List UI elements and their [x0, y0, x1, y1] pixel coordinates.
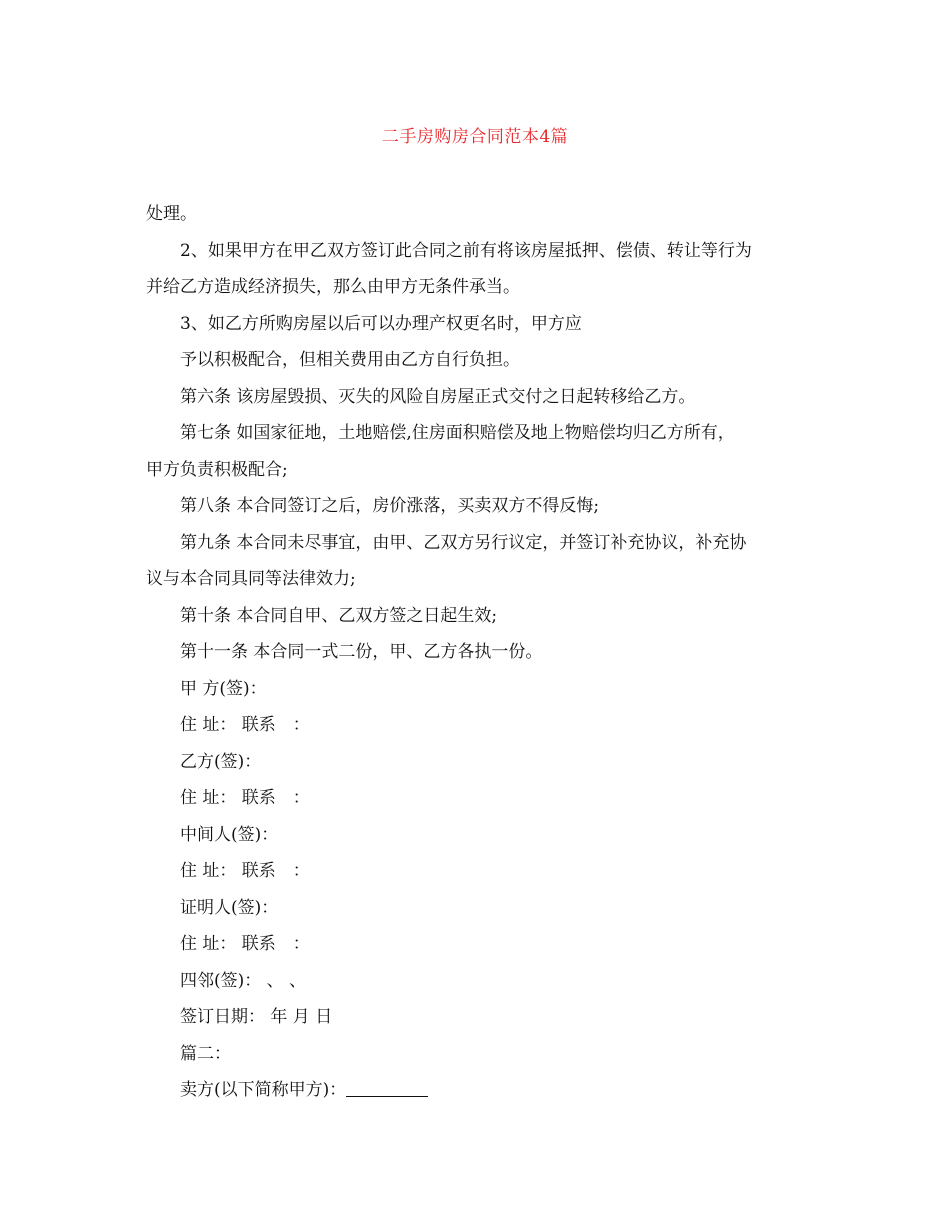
paragraph: 第七条 如国家征地，土地赔偿,住房面积赔偿及地上物赔偿均归乙方所有， — [180, 423, 735, 443]
signature-neighbors: 四邻(签)： 、 、 — [180, 970, 307, 991]
seller-blank — [346, 1078, 428, 1097]
seller-label: 卖方(以下简称甲方)： — [180, 1080, 347, 1100]
paragraph: 予以积极配合，但相关费用由乙方自行负担。 — [180, 350, 520, 370]
signature-party-a: 甲 方(签)： — [180, 678, 267, 699]
signing-date: 签订日期： 年 月 日 — [180, 1007, 333, 1027]
paragraph: 议与本合同具同等法律效力; — [146, 569, 356, 589]
paragraph: 甲方负责积极配合; — [146, 459, 288, 480]
document-title: 二手房购房合同范本4篇 — [381, 127, 569, 147]
paragraph: 并给乙方造成经济损失，那么由甲方无条件承当。 — [146, 277, 520, 297]
paragraph: 第六条 该房屋毁损、灭失的风险自房屋正式交付之日起转移给乙方。 — [180, 386, 696, 407]
signature-witness: 证明人(签)： — [180, 897, 279, 918]
paragraph: 2、如果甲方在甲乙双方签订此合同之前有将该房屋抵押、偿债、转让等行为 — [180, 240, 752, 261]
address-line: 住 址： 联系 ： — [180, 715, 310, 735]
section-heading: 篇二： — [180, 1043, 231, 1064]
paragraph: 处理。 — [146, 204, 197, 224]
address-line: 住 址： 联系 ： — [180, 788, 310, 808]
address-line: 住 址： 联系 ： — [180, 934, 310, 954]
signature-intermediary: 中间人(签)： — [180, 824, 279, 845]
paragraph: 3、如乙方所购房屋以后可以办理产权更名时，甲方应 — [180, 313, 582, 334]
paragraph: 第十一条 本合同一式二份，甲、乙方各执一份。 — [180, 642, 543, 662]
signature-party-b: 乙方(签)： — [180, 751, 262, 772]
paragraph: 第九条 本合同未尽事宜，由甲、乙双方另行议定，并签订补充协议，补充协 — [180, 532, 747, 553]
seller-line — [146, 1072, 816, 1109]
paragraph: 第八条 本合同签订之后，房价涨落，买卖双方不得反悔; — [180, 496, 600, 516]
paragraph: 第十条 本合同自甲、乙双方签之日起生效; — [180, 605, 498, 626]
document-body — [146, 196, 816, 1109]
address-line: 住 址： 联系 ： — [180, 861, 310, 881]
